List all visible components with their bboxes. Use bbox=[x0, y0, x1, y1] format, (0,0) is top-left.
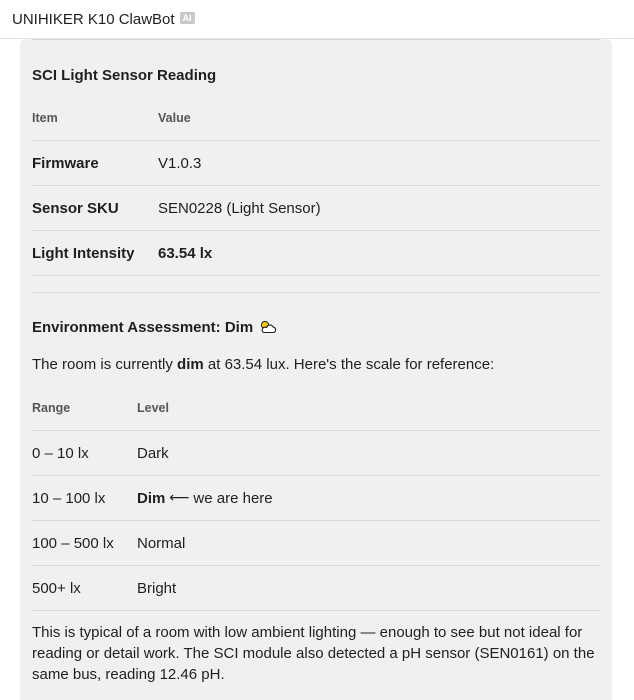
sun-behind-cloud-icon bbox=[259, 320, 277, 338]
light-scale-table bbox=[32, 385, 600, 611]
intro-text-start: The room is currently bbox=[32, 356, 178, 373]
section-divider bbox=[32, 292, 600, 293]
column-header-item: Item bbox=[32, 110, 58, 125]
range-cell: 100 – 500 lx bbox=[32, 534, 114, 552]
level-cell bbox=[137, 476, 273, 520]
ai-badge: AI bbox=[180, 12, 195, 24]
table-row bbox=[32, 476, 600, 521]
row-label-light-intensity: Light Intensity bbox=[32, 244, 135, 262]
row-label-sensor-sku: Sensor SKU bbox=[32, 199, 119, 217]
table-row bbox=[32, 231, 600, 276]
table-row bbox=[32, 186, 600, 231]
column-header-value: Value bbox=[158, 110, 191, 125]
range-cell: 0 – 10 lx bbox=[32, 444, 89, 462]
row-label-firmware: Firmware bbox=[32, 154, 99, 172]
assessment-heading bbox=[32, 319, 277, 338]
sensor-reading-table bbox=[32, 95, 600, 276]
table-header-row bbox=[32, 95, 600, 141]
assessment-footer: This is typical of a room with low ambient lighting — enough to see but not ideal for reading or detail work. The SCI module also detected a pH sensor (SEN0161) on the same bus, reading 12.46 pH. bbox=[32, 624, 595, 683]
range-cell: 10 – 100 lx bbox=[32, 489, 106, 507]
intro-text-end: at 63.54 lux. Here's the scale for reference: bbox=[203, 356, 495, 373]
table-row bbox=[32, 566, 600, 611]
row-value-sensor-sku: SEN0228 (Light Sensor) bbox=[158, 199, 321, 217]
table-row bbox=[32, 141, 600, 186]
current-level-note: we are here bbox=[193, 489, 273, 507]
divider-top bbox=[32, 39, 600, 40]
intro-text-emphasis: dim bbox=[177, 356, 204, 373]
current-level-label: Dim bbox=[137, 489, 166, 507]
title-bar bbox=[0, 0, 634, 39]
column-header-level: Level bbox=[137, 400, 169, 415]
table-header-row bbox=[32, 385, 600, 431]
level-cell: Bright bbox=[137, 579, 177, 597]
left-arrow-icon: ⟵ bbox=[169, 490, 190, 506]
assessment-heading-text: Environment Assessment: Dim bbox=[32, 319, 254, 336]
sensor-reading-heading: SCI Light Sensor Reading bbox=[32, 67, 217, 84]
table-row bbox=[32, 521, 600, 566]
row-value-firmware: V1.0.3 bbox=[158, 154, 202, 172]
assessment-intro bbox=[32, 354, 604, 375]
message-card bbox=[20, 39, 612, 700]
row-value-light-intensity: 63.54 lx bbox=[158, 244, 213, 262]
level-cell: Normal bbox=[137, 534, 186, 552]
column-header-range: Range bbox=[32, 400, 71, 415]
level-cell: Dark bbox=[137, 444, 169, 462]
range-cell: 500+ lx bbox=[32, 579, 81, 597]
table-row bbox=[32, 431, 600, 476]
app-title: UNIHIKER K10 ClawBot bbox=[12, 10, 175, 28]
